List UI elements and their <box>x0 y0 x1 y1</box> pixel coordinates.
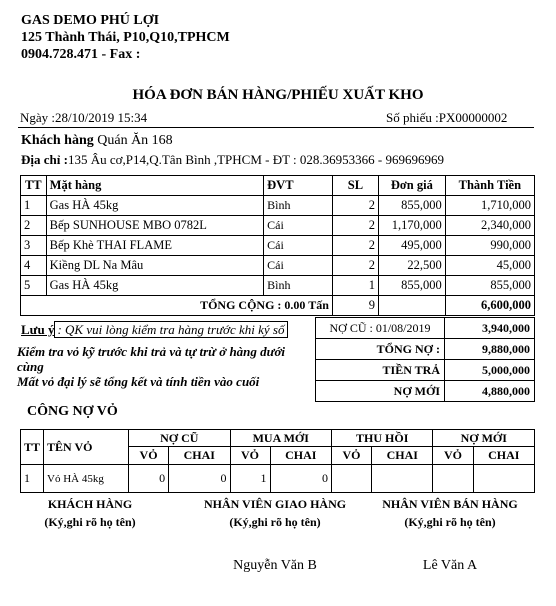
table-row <box>21 236 535 256</box>
company-info <box>21 12 230 63</box>
header-qty: SL <box>332 176 378 196</box>
address-label: Địa chỉ : <box>21 152 68 167</box>
total-amount: 6,600,000 <box>445 296 534 316</box>
date-line <box>20 110 147 126</box>
header-divider <box>18 127 534 128</box>
voucher-label: Số phiếu : <box>386 110 439 125</box>
table-row <box>21 216 535 236</box>
item-price: 22,500 <box>379 256 446 276</box>
items-table <box>20 175 535 316</box>
item-qty: 2 <box>332 256 378 276</box>
table-row <box>21 256 535 276</box>
cong-cell <box>331 465 371 493</box>
summary-label: NỢ MỚI <box>316 381 445 402</box>
note-line <box>21 322 288 338</box>
item-price: 1,170,000 <box>379 216 446 236</box>
cong-cell: 0 <box>270 465 331 493</box>
signature-title: KHÁCH HÀNG <box>47 497 133 511</box>
item-price: 855,000 <box>379 276 446 296</box>
note-line-3: Mất vỏ đại lý sẽ tổng kết và tính tiền vào cuối <box>17 374 260 389</box>
item-amount: 990,000 <box>445 236 534 256</box>
signature-sub: (Ký,ghi rõ họ tên) <box>404 515 496 529</box>
item-qty: 2 <box>332 216 378 236</box>
item-price: 495,000 <box>379 236 446 256</box>
note-line-2: Kiểm tra vỏ kỹ trước khi trả và tự trừ ở hàng dưới cùng <box>17 344 286 374</box>
company-name: GAS DEMO PHÚ LỢI <box>21 13 160 28</box>
cong-cell <box>473 465 534 493</box>
item-amount: 1,710,000 <box>445 196 534 216</box>
summary-label: NỢ CŨ : 01/08/2019 <box>316 318 445 339</box>
customer-value: Quán Ăn 168 <box>97 133 173 148</box>
cong-cell: 0 <box>129 465 169 493</box>
item-price: 855,000 <box>379 196 446 216</box>
note-text: : QK vui lòng kiểm tra hàng trước khi ký số <box>54 321 287 338</box>
cong-group-thu-hoi: THU HỒI <box>331 430 432 447</box>
summary-value: 4,880,000 <box>445 381 535 402</box>
item-name: Bếp SUNHOUSE MBO 0782L <box>46 216 264 236</box>
summary-value: 5,000,000 <box>445 360 535 381</box>
voucher-line <box>386 110 507 126</box>
note-label: Lưu ý <box>21 322 55 337</box>
date-label: Ngày : <box>20 110 56 125</box>
cong-group-no-moi: NỢ MỚI <box>433 430 535 447</box>
item-tt: 2 <box>21 216 47 236</box>
cong-header-tt: TT <box>21 430 44 465</box>
item-name: Bếp Khè THAI FLAME <box>46 236 264 256</box>
item-unit: Bình <box>264 276 333 296</box>
cong-header-name: TÊN VỎ <box>44 430 129 465</box>
header-price: Đơn giá <box>379 176 446 196</box>
item-qty: 1 <box>332 276 378 296</box>
header-unit: ĐVT <box>264 176 333 196</box>
date-value: 28/10/2019 15:34 <box>55 110 148 125</box>
cong-sub-vo: VỎ <box>129 447 169 465</box>
cong-sub-chai: CHAI <box>169 447 230 465</box>
summary-row <box>316 381 535 402</box>
signature-customer <box>20 497 160 574</box>
summary-row <box>316 360 535 381</box>
company-phone: 0904.728.471 - Fax : <box>21 47 141 62</box>
customer-line <box>21 133 173 149</box>
cong-no-table <box>20 429 535 493</box>
header-tt: TT <box>21 176 47 196</box>
item-unit: Cái <box>264 216 333 236</box>
cong-cell <box>433 465 473 493</box>
summary-row <box>316 318 535 339</box>
item-unit: Cái <box>264 236 333 256</box>
cong-no-title: CÔNG NỢ VỎ <box>27 404 118 419</box>
item-amount: 2,340,000 <box>445 216 534 236</box>
total-qty: 9 <box>332 296 378 316</box>
item-unit: Bình <box>264 196 333 216</box>
cong-cell <box>372 465 433 493</box>
signature-sales <box>360 497 540 574</box>
cong-sub-vo: VỎ <box>433 447 473 465</box>
signature-name: Lê Văn A <box>422 558 478 573</box>
item-amount: 45,000 <box>445 256 534 276</box>
cong-sub-vo: VỎ <box>331 447 371 465</box>
item-tt: 5 <box>21 276 47 296</box>
items-header-row <box>21 176 535 196</box>
table-row <box>21 196 535 216</box>
total-label: TỔNG CỘNG : 0.00 Tấn <box>21 296 333 316</box>
cong-group-mua-moi: MUA MỚI <box>230 430 331 447</box>
cong-cell: 0 <box>169 465 230 493</box>
item-name: Gas HÀ 45kg <box>46 196 264 216</box>
document-title: HÓA ĐƠN BÁN HÀNG/PHIẾU XUẤT KHO <box>132 87 424 103</box>
summary-value: 3,940,000 <box>445 318 535 339</box>
item-qty: 2 <box>332 236 378 256</box>
cong-sub-vo: VỎ <box>230 447 270 465</box>
summary-row <box>316 339 535 360</box>
summary-value: 9,880,000 <box>445 339 535 360</box>
voucher-value: PX00000002 <box>438 110 508 125</box>
cong-sub-chai: CHAI <box>473 447 534 465</box>
customer-label: Khách hàng <box>21 133 94 148</box>
item-tt: 1 <box>21 196 47 216</box>
table-row <box>21 276 535 296</box>
signature-title: NHÂN VIÊN BÁN HÀNG <box>382 497 518 511</box>
signature-sub: (Ký,ghi rõ họ tên) <box>44 515 136 529</box>
cong-sub-chai: CHAI <box>270 447 331 465</box>
signature-name: Nguyễn Văn B <box>233 558 317 573</box>
cong-row-name: Vỏ HÀ 45kg <box>44 465 129 493</box>
summary-label: TỔNG NỢ : <box>316 339 445 360</box>
cong-group-no-cu: NỢ CŨ <box>129 430 230 447</box>
item-tt: 3 <box>21 236 47 256</box>
header-amount: Thành Tiền <box>445 176 534 196</box>
item-tt: 4 <box>21 256 47 276</box>
address-line <box>21 152 444 168</box>
cong-header-row <box>21 430 535 447</box>
address-value: 135 Âu cơ,P14,Q.Tân Bình ,TPHCM - ĐT : 028.36953366 - 969696969 <box>67 152 445 167</box>
total-row <box>21 296 535 316</box>
item-name: Kiềng DL Na Mâu <box>46 256 264 276</box>
item-amount: 855,000 <box>445 276 534 296</box>
company-address: 125 Thành Thái, P10,Q10,TPHCM <box>21 30 230 45</box>
cong-row-tt: 1 <box>21 465 44 493</box>
table-row <box>21 465 535 493</box>
cong-sub-chai: CHAI <box>372 447 433 465</box>
signature-title: NHÂN VIÊN GIAO HÀNG <box>203 497 347 511</box>
summary-label: TIỀN TRẢ <box>316 360 445 381</box>
item-name: Gas HÀ 45kg <box>46 276 264 296</box>
debt-summary <box>315 317 535 402</box>
item-qty: 2 <box>332 196 378 216</box>
header-item: Mặt hàng <box>46 176 264 196</box>
signature-delivery <box>185 497 365 574</box>
signature-sub: (Ký,ghi rõ họ tên) <box>229 515 321 529</box>
item-unit: Cái <box>264 256 333 276</box>
cong-cell: 1 <box>230 465 270 493</box>
